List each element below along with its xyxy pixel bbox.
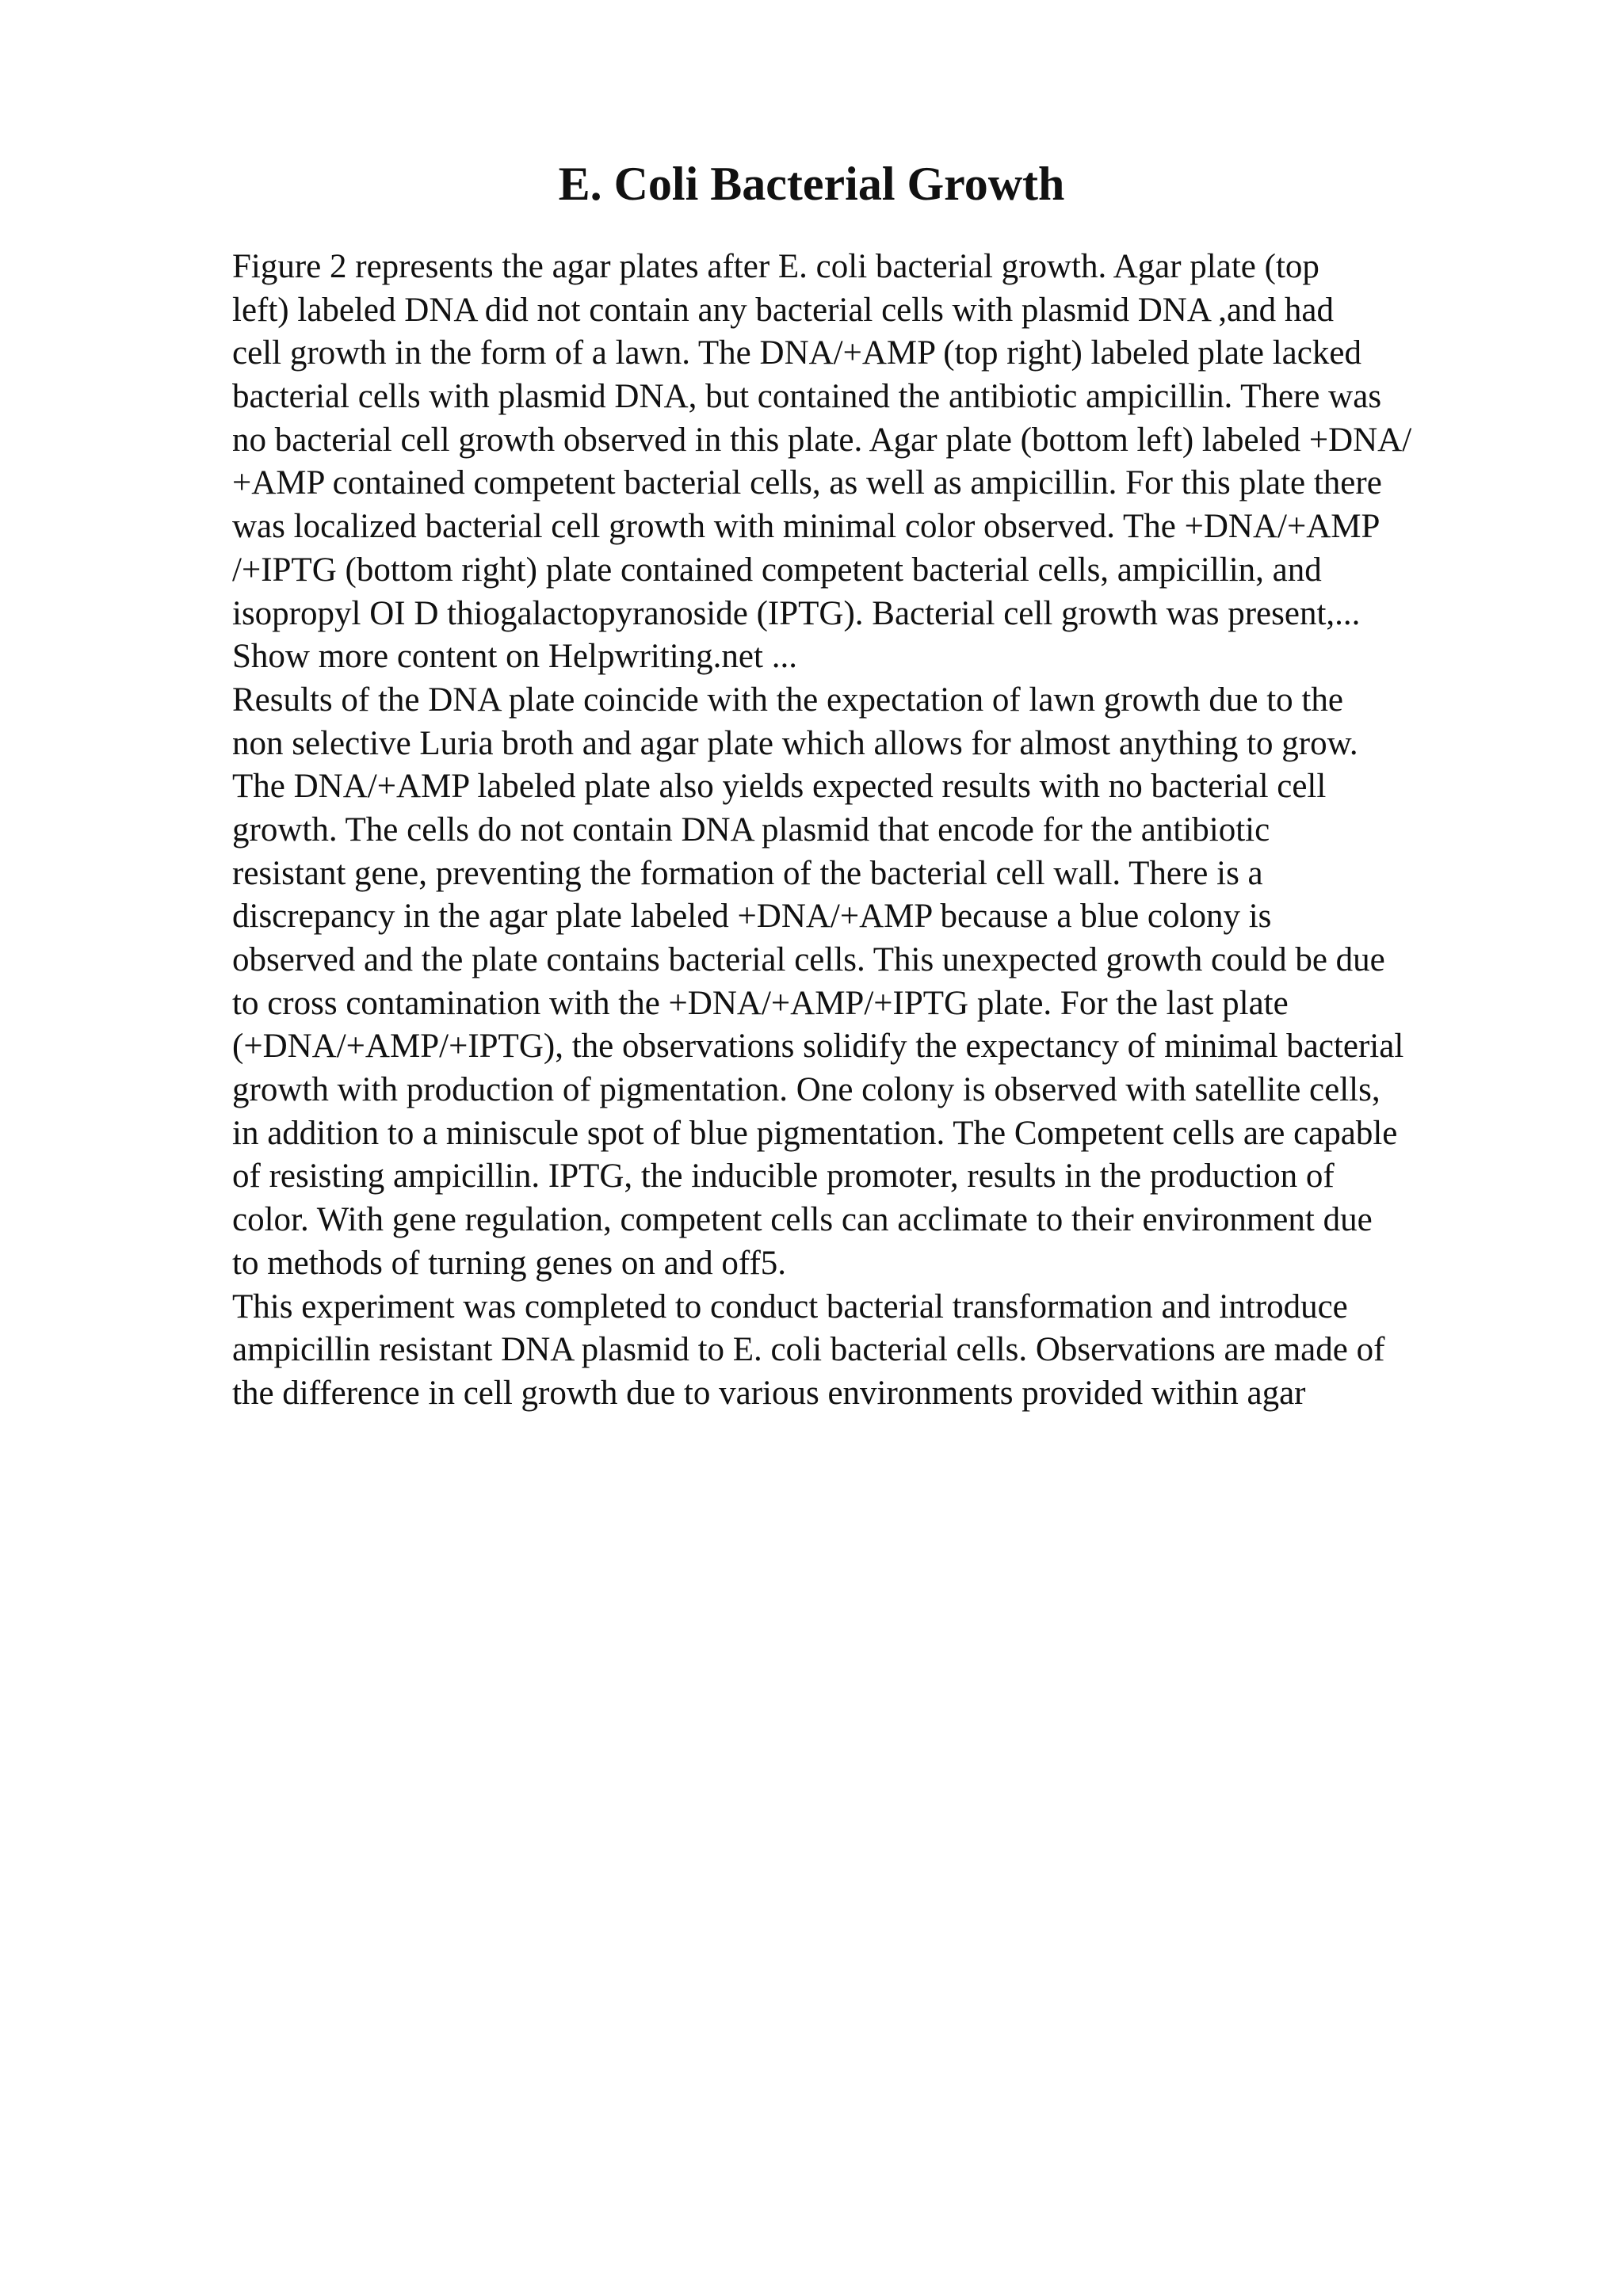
body-line: observed and the plate contains bacterial cells. This unexpected growth could be due	[232, 941, 1385, 978]
body-line: The DNA/+AMP labeled plate also yields expected results with no bacterial cell	[232, 768, 1327, 806]
body-line: in addition to a miniscule spot of blue pigmentation. The Competent cells are capable	[232, 1114, 1398, 1152]
body-line: color. With gene regulation, competent cells can acclimate to their environment due	[232, 1201, 1373, 1239]
body-line: the difference in cell growth due to various environments provided within agar	[232, 1374, 1306, 1412]
body-line: isopropyl OI D thiogalactopyranoside (IPTG). Bacterial cell growth was present,...	[232, 594, 1361, 632]
document-title: E. Coli Bacterial Growth	[558, 158, 1065, 210]
body-line: (+DNA/+AMP/+IPTG), the observations solidify the expectancy of minimal bacterial	[232, 1028, 1404, 1066]
body-line: Results of the DNA plate coincide with the expectation of lawn growth due to the	[232, 681, 1343, 719]
body-line: +AMP contained competent bacterial cells, as well as ampicillin. For this plate there	[232, 464, 1382, 502]
show-more-link[interactable]: Show more content on Helpwriting.net ...	[232, 638, 797, 676]
document-body	[232, 246, 1623, 1416]
body-line: /+IPTG (bottom right) plate contained competent bacterial cells, ampicillin, and	[232, 551, 1322, 589]
body-line: growth. The cells do not contain DNA plasmid that encode for the antibiotic	[232, 810, 1270, 849]
body-line: bacterial cells with plasmid DNA, but contained the antibiotic ampicillin. There was	[232, 378, 1382, 416]
body-line: to cross contamination with the +DNA/+AMP/+IPTG plate. For the last plate	[232, 984, 1289, 1022]
body-line: resistant gene, preventing the formation of the bacterial cell wall. There is a	[232, 854, 1263, 892]
body-line: cell growth in the form of a lawn. The DNA/+AMP (top right) labeled plate lacked	[232, 334, 1361, 372]
body-line: left) labeled DNA did not contain any bacterial cells with plasmid DNA ,and had	[232, 291, 1334, 329]
body-line: no bacterial cell growth observed in this plate. Agar plate (bottom left) labeled +DNA/	[232, 421, 1412, 459]
body-line: Figure 2 represents the agar plates after E. coli bacterial growth. Agar plate (top	[232, 248, 1319, 285]
body-line: to methods of turning genes on and off5.	[232, 1244, 787, 1282]
body-line: ampicillin resistant DNA plasmid to E. coli bacterial cells. Observations are made of	[232, 1331, 1385, 1369]
body-line: non selective Luria broth and agar plate which allows for almost anything to grow.	[232, 724, 1358, 762]
body-line: growth with production of pigmentation. One colony is observed with satellite cells,	[232, 1071, 1381, 1109]
body-line: This experiment was completed to conduct bacterial transformation and introduce	[232, 1287, 1348, 1325]
body-line: discrepancy in the agar plate labeled +DNA/+AMP because a blue colony is	[232, 898, 1272, 936]
body-line: of resisting ampicillin. IPTG, the inducible promoter, results in the production of	[232, 1158, 1335, 1196]
body-line: was localized bacterial cell growth with minimal color observed. The +DNA/+AMP	[232, 508, 1381, 546]
